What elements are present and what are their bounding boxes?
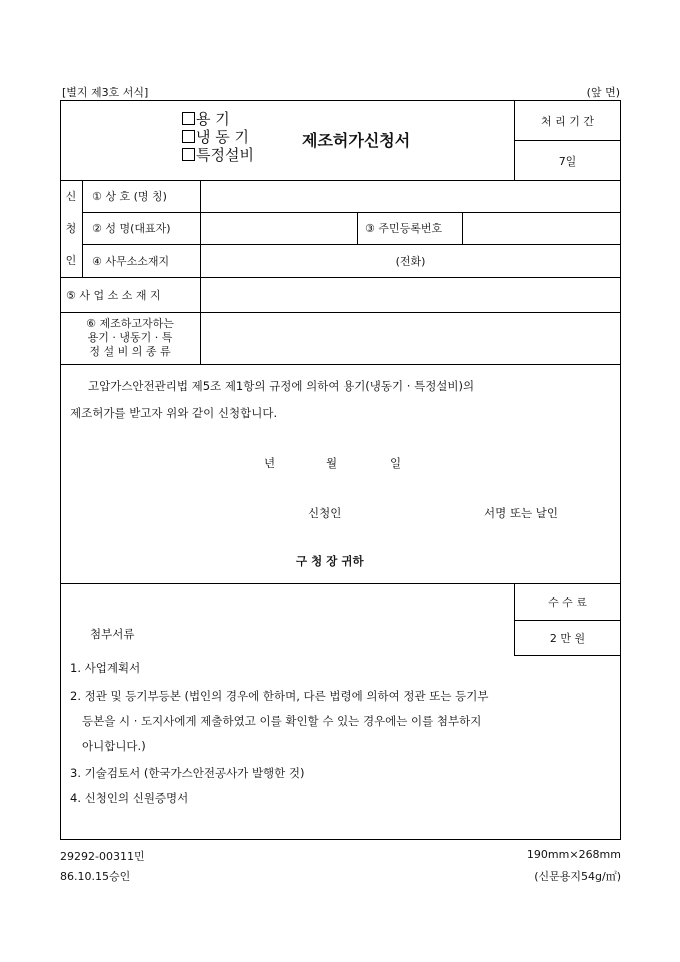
form-title: 제조허가신청서 [302, 131, 411, 150]
attachment-item-4: 4. 신청인의 신원증명서 [70, 791, 189, 805]
office-address-label: ④ 사무소소재지 [92, 254, 170, 268]
date-day: 일 [390, 456, 402, 470]
phone-label: (전화) [395, 254, 426, 268]
attachment-item-2-end: 아니합니다.) [82, 739, 146, 753]
attachment-item-3: 3. 기술검토서 (한국가스안전공사가 발행한 것) [70, 766, 305, 780]
paper-type: (신문용지54g/㎡) [534, 870, 621, 883]
business-address-label: ⑤ 사 업 소 소 재 지 [66, 288, 161, 302]
representative-label: ② 성 명(대표자) [92, 222, 171, 235]
date-month: 월 [326, 456, 338, 470]
signature-label: 서명 또는 날인 [484, 506, 558, 520]
checkbox-vessel[interactable] [182, 112, 195, 125]
applicant-section-label: 신 청 인 [65, 189, 77, 267]
form-code: 29292-00311민 [60, 850, 145, 863]
page-side: (앞 면) [586, 86, 620, 99]
attachment-item-2-cont: 등본을 시 · 도지사에게 제출하였고 이를 확인할 수 있는 경우에는 이를 첨부하지 [82, 714, 482, 728]
statement-line-2: 제조허가를 받고자 위와 같이 신청합니다. [70, 406, 278, 420]
approval-date: 86.10.15승인 [60, 870, 131, 883]
equipment-type-label: ⑥ 제조하고자하는 용기 · 냉동기 · 특 정 설 비 의 종 류 [86, 317, 174, 358]
title-options [182, 110, 302, 164]
attachment-item-2: 2. 정관 및 등기부등본 (법인의 경우에 한하며, 다른 법령에 의하여 정관 또는 등기부 [70, 689, 489, 703]
checkbox-special-equipment[interactable] [182, 148, 195, 161]
option-vessel: 용 기 [182, 110, 302, 128]
paper-size: 190mm×268mm [526, 848, 621, 861]
addressee: 구 청 장 귀하 [296, 554, 364, 568]
option-refrigerator: 냉 동 기 [182, 128, 302, 146]
fee-value: 2 만 원 [549, 632, 586, 645]
option-special-equipment: 특정설비 [182, 146, 302, 164]
company-name-label: ① 상 호 (명 칭) [92, 190, 167, 203]
fee-label: 수 수 료 [548, 596, 587, 609]
checkbox-refrigerator[interactable] [182, 130, 195, 143]
processing-period-value: 7일 [558, 154, 577, 168]
attachments-title: 첨부서류 [90, 627, 135, 641]
attachment-item-1: 1. 사업계획서 [70, 661, 141, 675]
applicant-sign-label: 신청인 [308, 506, 342, 520]
date-year: 년 [264, 456, 276, 470]
resident-number-label: ③ 주민등록번호 [365, 222, 443, 235]
form-number: [별지 제3호 서식] [62, 86, 149, 99]
processing-period-label: 처 리 기 간 [541, 114, 594, 128]
statement-line-1: 고압가스안전관리법 제5조 제1항의 규정에 의하여 용기(냉동기 · 특정설비)의 [88, 379, 475, 393]
